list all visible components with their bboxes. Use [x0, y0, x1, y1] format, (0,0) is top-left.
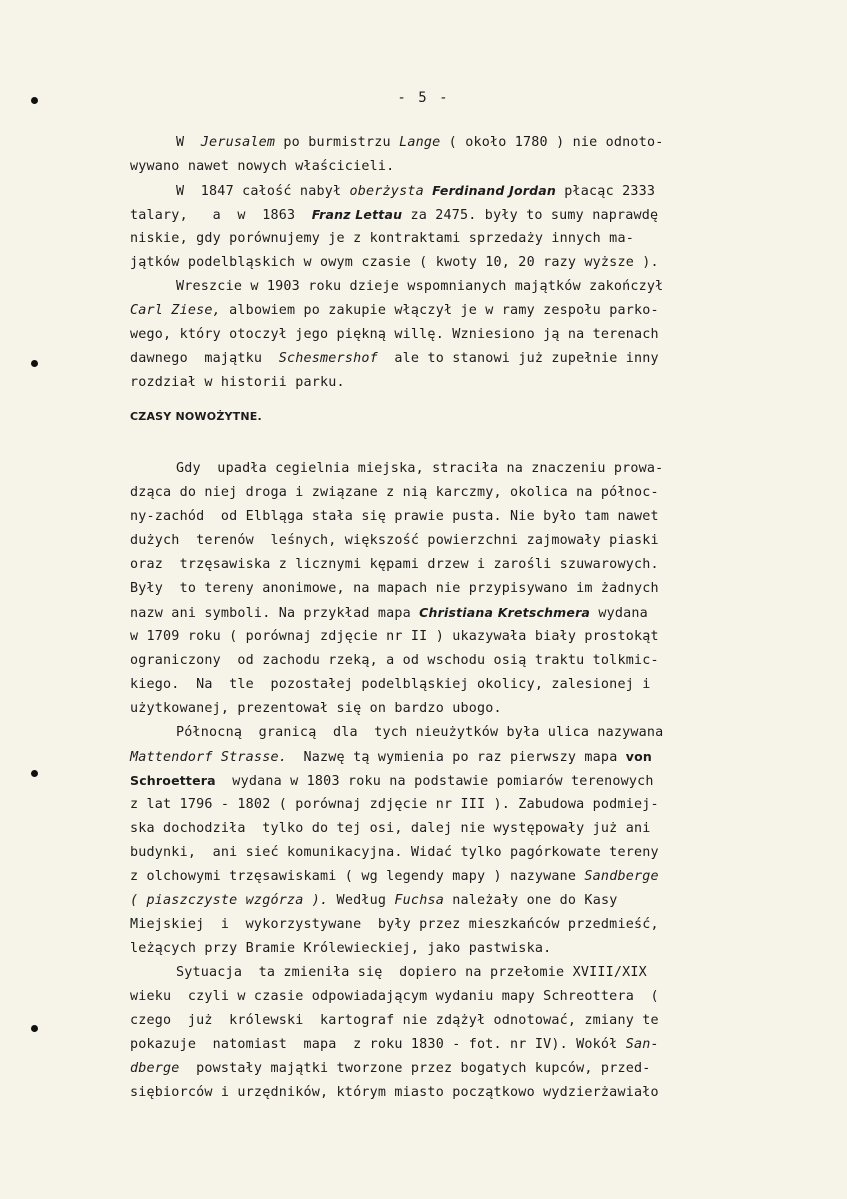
- text-line: użytkowanej, prezentował się on bardzo ubogo.: [130, 701, 502, 716]
- text-line: Miejskiej i wykorzystywane były przez mieszkańców przedmieść,: [130, 917, 659, 932]
- text-line: wywano nawet nowych właścicieli.: [130, 159, 395, 174]
- page-number: - 5 -: [397, 90, 450, 106]
- text-line: Schroettera wydana w 1803 roku na podstawie pomiarów terenowych: [130, 773, 654, 789]
- text-line: Sytuacja ta zmieniła się dopiero na przełomie XVIII/XIX: [176, 965, 647, 980]
- text-line: z lat 1796 - 1802 ( porównaj zdjęcie nr III ). Zabudowa podmiej-: [130, 797, 659, 812]
- text-line: z olchowymi trzęsawiskami ( wg legendy mapy ) nazywane Sandberge: [130, 869, 659, 884]
- text-line: pokazuje natomiast mapa z roku 1830 - fot. nr IV). Wokół San-: [130, 1037, 659, 1052]
- punch-hole: [31, 770, 38, 777]
- text-line: W 1847 całość nabył oberżysta Ferdinand Jordan płacąc 2333: [176, 183, 656, 199]
- text-line: ny-zachód od Elbląga stała się prawie pusta. Nie było tam nawet: [130, 509, 659, 524]
- text-line: dząca do niej droga i związane z nią karczmy, okolica na północ-: [130, 485, 659, 500]
- text-line: ograniczony od zachodu rzeką, a od wschodu osią traktu tolkmic-: [130, 653, 659, 668]
- text-line: kiego. Na tle pozostałej podelbląskiej okolicy, zalesionej i: [130, 677, 651, 692]
- text-line: W Jerusalem po burmistrzu Lange ( około 1780 ) nie odnoto-: [176, 135, 664, 150]
- text-line: dawnego majątku Schesmershof ale to stanowi już zupełnie inny: [130, 351, 659, 366]
- text-line: dużych terenów leśnych, większość powierzchni zajmowały piaski: [130, 533, 659, 548]
- text-line: nazw ani symboli. Na przykład mapa Christiana Kretschmera wydana: [130, 605, 648, 621]
- text-line: jątków podelbląskich w owym czasie ( kwoty 10, 20 razy wyższe ).: [130, 255, 659, 270]
- text-line: budynki, ani sieć komunikacyjna. Widać tylko pagórkowate tereny: [130, 845, 659, 860]
- text-line: dberge powstały majątki tworzone przez bogatych kupców, przed-: [130, 1061, 651, 1076]
- text-line: wego, który otoczył jego piękną willę. Wzniesiono ją na terenach: [130, 327, 659, 342]
- punch-hole: [31, 1025, 38, 1032]
- text-line: czego już królewski kartograf nie zdążył odnotować, zmiany te: [130, 1013, 659, 1028]
- text-line: ( piaszczyste wzgórza ). Według Fuchsa należały one do Kasy: [130, 893, 618, 908]
- text-line: Północną granicą dla tych nieużytków była ulica nazywana: [176, 725, 664, 740]
- text-line: wieku czyli w czasie odpowiadającym wydaniu mapy Schreottera (: [130, 989, 659, 1004]
- text-line: Były to tereny anonimowe, na mapach nie przypisywano im żadnych: [130, 581, 659, 596]
- text-line: Carl Ziese, albowiem po zakupie włączył je w ramy zespołu parko-: [130, 303, 659, 318]
- punch-hole: [31, 360, 38, 367]
- text-line: talary, a w 1863 Franz Lettau za 2475. były to sumy naprawdę: [130, 207, 659, 223]
- text-line: w 1709 roku ( porównaj zdjęcie nr II ) ukazywała biały prostokąt: [130, 629, 659, 644]
- text-line: oraz trzęsawiska z licznymi kępami drzew i zarośli szuwarowych.: [130, 557, 659, 572]
- text-line: niskie, gdy porównujemy je z kontraktami sprzedaży innych ma-: [130, 231, 634, 246]
- text-line: leżących przy Bramie Królewieckiej, jako pastwiska.: [130, 941, 552, 956]
- text-line: rozdział w historii parku.: [130, 375, 345, 390]
- text-line: siębiorców i urzędników, którym miasto początkowo wydzierżawiało: [130, 1085, 659, 1100]
- text-line: Gdy upadła cegielnia miejska, straciła na znaczeniu prowa-: [176, 461, 664, 476]
- text-line: Wreszcie w 1903 roku dzieje wspomnianych majątków zakończył: [176, 279, 664, 294]
- section-heading: CZASY NOWOŻYTNE.: [130, 410, 262, 423]
- text-line: ska dochodziła tylko do tej osi, dalej nie występowały już ani: [130, 821, 651, 836]
- text-line: Mattendorf Strasse. Nazwę tą wymienia po raz pierwszy mapa von: [130, 749, 652, 765]
